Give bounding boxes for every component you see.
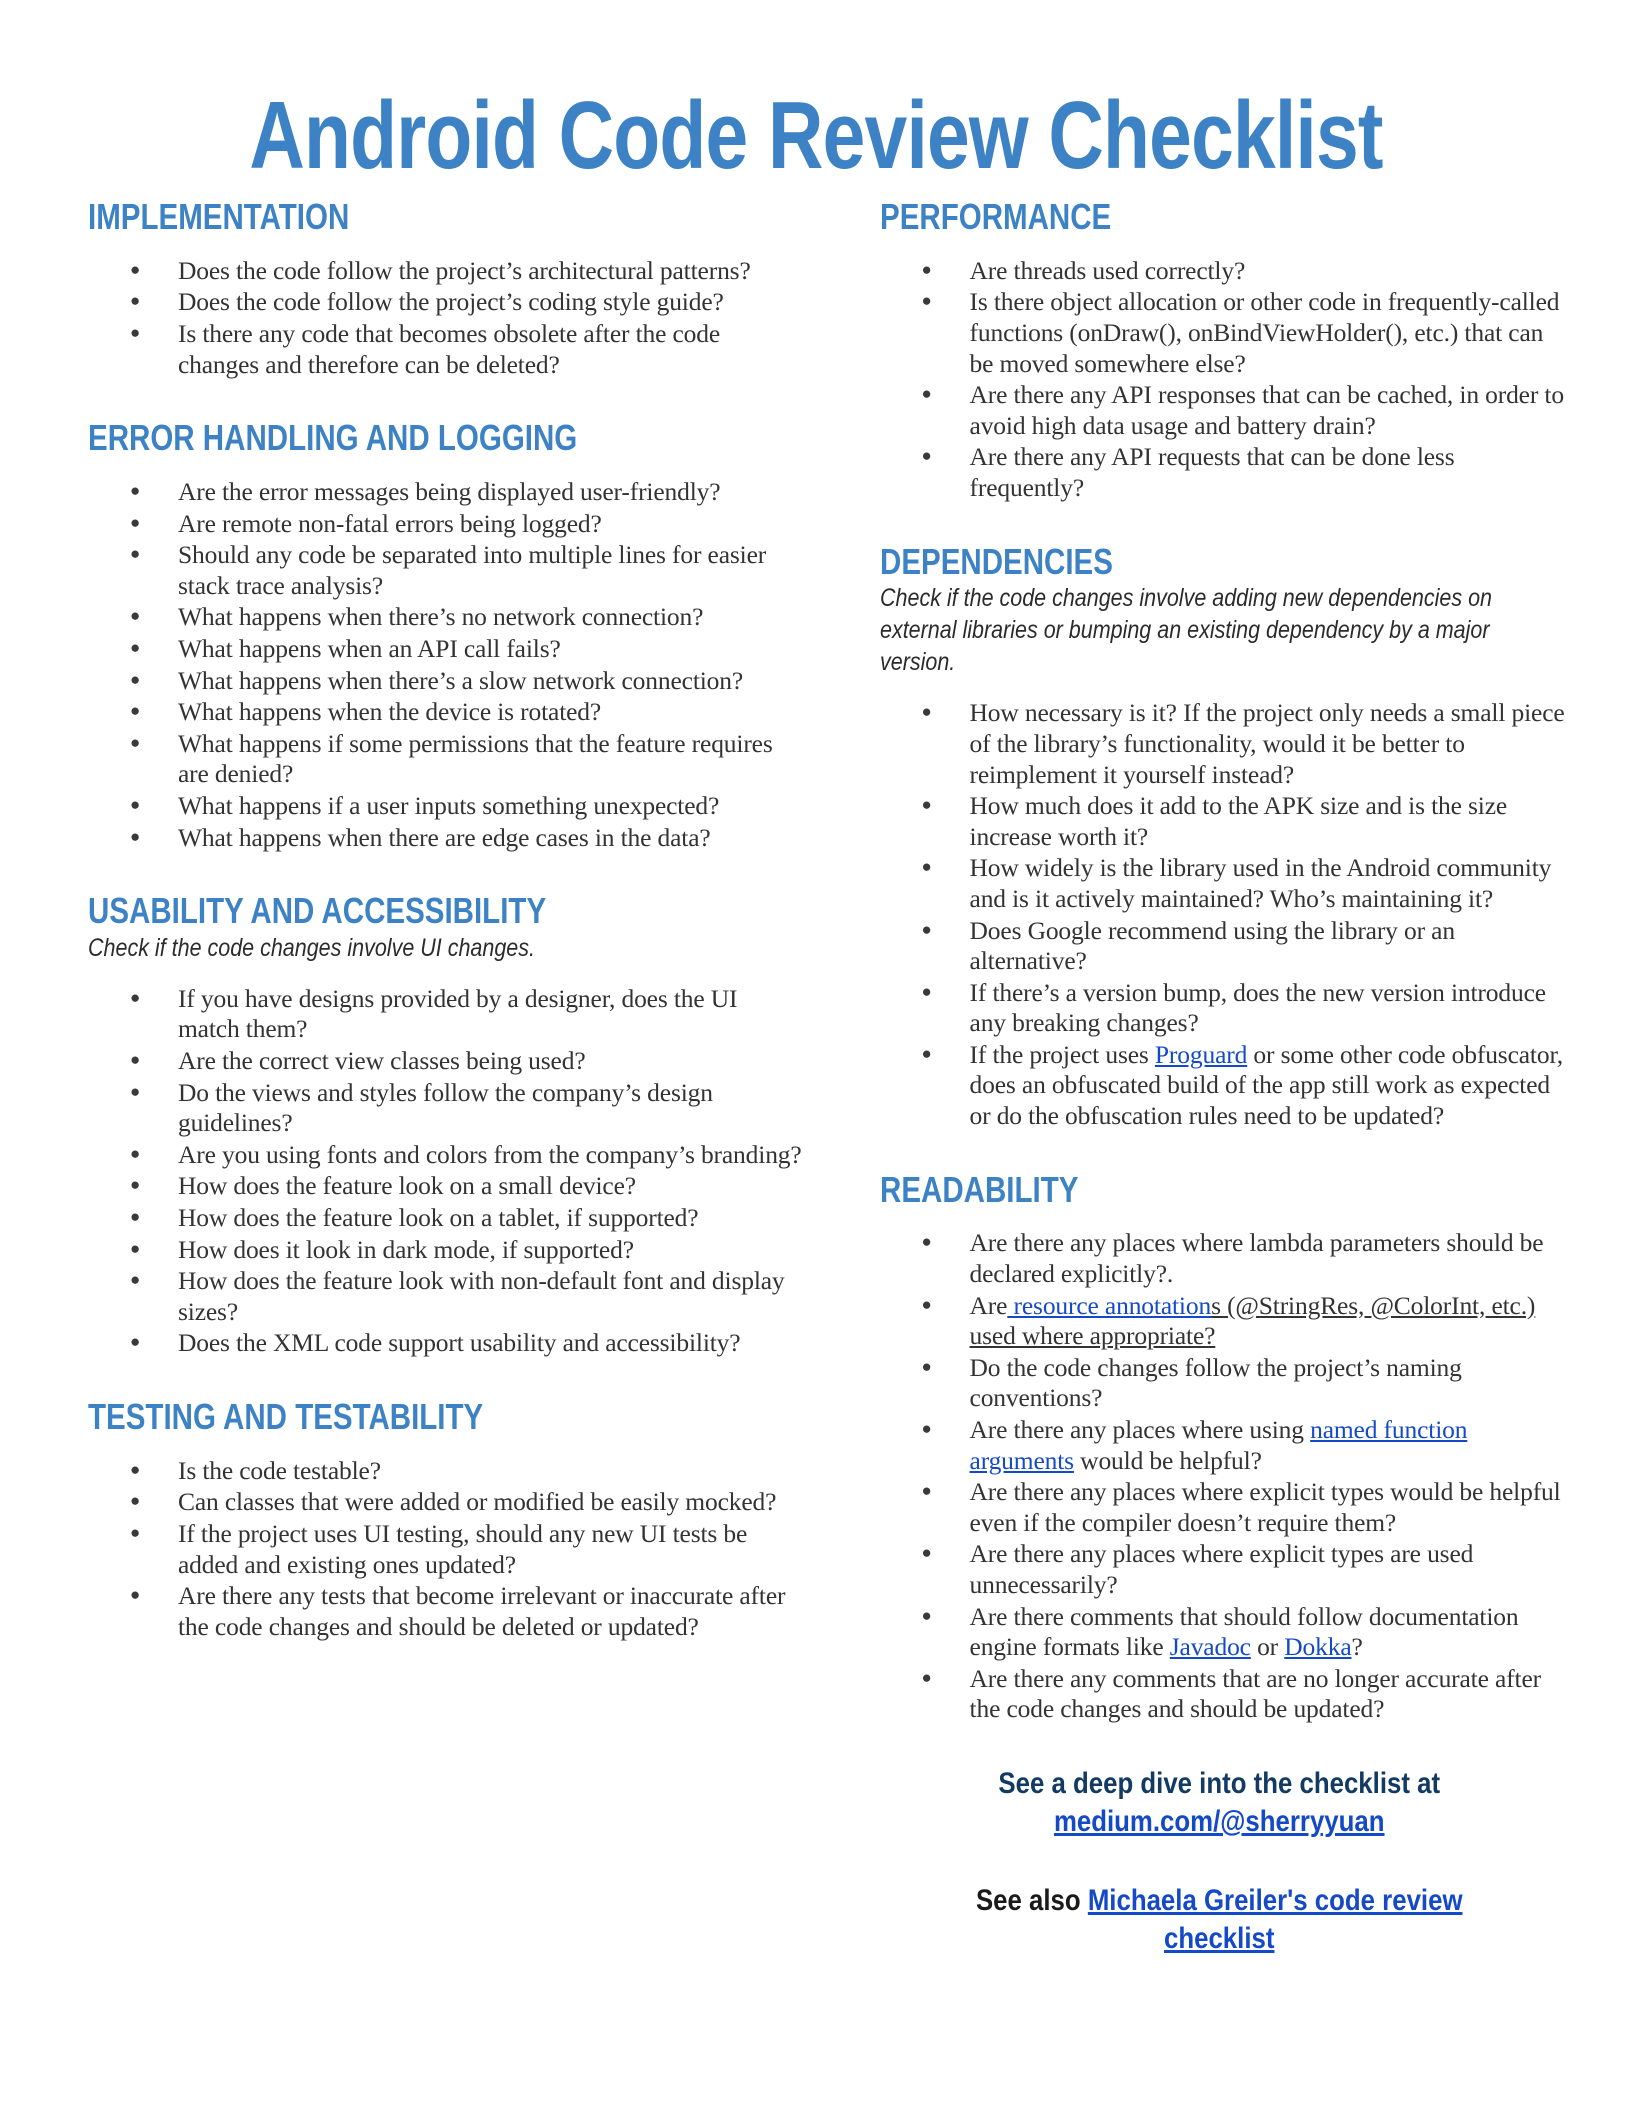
list-item: ● How widely is the library used in the Android community and is it actively maintained? Who’s maintaining it? [880, 853, 1568, 914]
text-before: If the project uses [969, 1039, 1155, 1069]
list-item: ● Are you using fonts and colors from the company’s branding? [88, 1140, 804, 1171]
list-item: ● How does it look in dark mode, if supported? [88, 1235, 804, 1266]
section-heading-testing-and-testability: TESTING AND TESTABILITY [88, 1396, 484, 1438]
footer-see-also-label: See also [975, 1883, 1088, 1917]
left-column [88, 198, 804, 1959]
list-item: ● What happens if a user inputs something unexpected? [88, 791, 804, 822]
javadoc-link[interactable]: Javadoc [1169, 1632, 1251, 1662]
list-item: ● Do the views and styles follow the company’s design guidelines? [88, 1078, 804, 1139]
checklist-dependencies [880, 698, 1568, 1131]
section-heading-implementation: IMPLEMENTATION [88, 196, 350, 237]
resource-annotations-link[interactable]: resource annotation [1007, 1290, 1212, 1320]
list-item [880, 1602, 1568, 1663]
list-item: ● Does the code follow the project’s architectural patterns? [88, 256, 804, 287]
section-subtitle-usability: Check if the code changes involve UI changes. [88, 933, 535, 962]
named-function-arguments-link[interactable]: named function arguments [969, 1415, 1468, 1475]
list-item: ● If the project uses UI testing, should any new UI tests be added and existing ones updated? [88, 1519, 804, 1580]
page-title: Android Code Review Checklist [249, 82, 1383, 189]
spacer [880, 1133, 1568, 1171]
spacer [880, 505, 1568, 543]
list-item: ● Are there any places where lambda parameters should be declared explicitly?. [880, 1228, 1568, 1289]
list-item: ● What happens when there are edge cases in the data? [88, 823, 804, 854]
section-heading-usability-and-accessibility: USABILITY AND ACCESSIBILITY [88, 890, 547, 932]
list-item [880, 1291, 1568, 1352]
text-after: would be helpful? [1073, 1445, 1262, 1475]
text-after: or some other code obfuscator, does an obfuscated build of the app still work as expected or do the obfuscation rules need to be updated? [969, 1039, 1563, 1131]
list-item: ● What happens when there’s a slow network connection? [88, 666, 804, 697]
text-after: s (@StringRes, @ColorInt, etc.) used where appropriate? [969, 1290, 1536, 1351]
list-item: ● Can classes that were added or modified be easily mocked? [88, 1487, 804, 1518]
dokka-link[interactable]: Dokka [1284, 1632, 1352, 1662]
spacer [88, 1360, 804, 1398]
list-item: ● Are the error messages being displayed user-friendly? [88, 477, 804, 508]
section-subtitle-dependencies: Check if the code changes involve adding new dependencies on external libraries or bumping an existing dependency by a major version. [879, 584, 1492, 677]
list-item: ● Are threads used correctly? [880, 256, 1568, 287]
proguard-link[interactable]: Proguard [1154, 1039, 1248, 1069]
list-item: ● How does the feature look on a small device? [88, 1171, 804, 1202]
list-item: ● Is there object allocation or other code in frequently-called functions (onDraw(), onBindViewHolder(), etc.) that can be moved somewhere else? [880, 287, 1568, 379]
spacer [88, 854, 804, 892]
section-heading-performance: PERFORMANCE [879, 196, 1111, 237]
checklist-implementation [88, 256, 804, 380]
list-item: ● What happens when the device is rotated? [88, 697, 804, 728]
text-after: ? [1351, 1632, 1363, 1662]
list-item: ● Are there any places where explicit types would be helpful even if the compiler doesn’t require them? [880, 1477, 1568, 1538]
list-item: ● Does the code follow the project’s coding style guide? [88, 287, 804, 318]
list-item [880, 1040, 1568, 1132]
section-heading-readability: READABILITY [879, 1168, 1078, 1210]
checklist-usability [88, 984, 804, 1359]
footer [880, 1765, 1568, 1959]
footer-deep-dive-label: See a deep dive into the checklist at [997, 1766, 1440, 1800]
checklist-error-handling [88, 477, 804, 853]
list-item: ● How does the feature look with non-default font and display sizes? [88, 1266, 804, 1327]
list-item: ● What happens when an API call fails? [88, 634, 804, 665]
checklist-testing [88, 1456, 804, 1643]
michaela-greiler-checklist-link[interactable]: Michaela Greiler's code review checklist [1087, 1883, 1463, 1956]
list-item: ● If there’s a version bump, does the new version introduce any breaking changes? [880, 978, 1568, 1039]
medium-profile-link[interactable]: medium.com/@sherryyuan [1053, 1805, 1385, 1839]
list-item: ● What happens if some permissions that the feature requires are denied? [88, 729, 804, 790]
list-item: ● Do the code changes follow the project’s naming conventions? [880, 1353, 1568, 1414]
section-heading-error-handling-and-logging: ERROR HANDLING AND LOGGING [88, 417, 578, 459]
right-column [852, 198, 1568, 1959]
list-item: ● Is the code testable? [88, 1456, 804, 1487]
footer-deep-dive-link-row [927, 1803, 1510, 1841]
spacer [88, 381, 804, 419]
list-item: ● Is there any code that becomes obsolete after the code changes and therefore can be deleted? [88, 319, 804, 380]
list-item: ● Are there any API requests that can be done less frequently? [880, 442, 1568, 503]
two-column-body [0, 198, 1632, 1959]
list-item: ● Are there any tests that become irrelevant or inaccurate after the code changes and should be deleted or updated? [88, 1581, 804, 1642]
list-item: ● Are there any comments that are no longer accurate after the code changes and should be updated? [880, 1664, 1568, 1725]
list-item: ● How does the feature look on a tablet, if supported? [88, 1203, 804, 1234]
footer-deep-dive [927, 1765, 1510, 1803]
text-before: Are there comments that should follow documentation engine formats like [969, 1601, 1519, 1662]
text-before: Are there any places where using [969, 1415, 1311, 1445]
list-item: ● How necessary is it? If the project only needs a small piece of the library’s functionality, would it be better to reimplement it yourself instead? [880, 698, 1568, 790]
footer-see-also [927, 1882, 1510, 1959]
list-item: ● Are there any places where explicit types are used unnecessarily? [880, 1539, 1568, 1600]
list-item: ● Are there any API responses that can be cached, in order to avoid high data usage and battery drain? [880, 380, 1568, 441]
list-item: ● Are the correct view classes being used? [88, 1046, 804, 1077]
list-item: ● Should any code be separated into multiple lines for easier stack trace analysis? [88, 540, 804, 601]
text-before: Are [969, 1290, 1008, 1320]
checklist-performance [880, 256, 1568, 504]
checklist-readability [880, 1228, 1568, 1725]
section-heading-dependencies: DEPENDENCIES [879, 540, 1113, 582]
list-item: ● Are remote non-fatal errors being logged? [88, 509, 804, 540]
list-item: ● Does the XML code support usability and accessibility? [88, 1328, 804, 1359]
list-item: ● Does Google recommend using the library or an alternative? [880, 916, 1568, 977]
list-item: ● What happens when there’s no network connection? [88, 602, 804, 633]
list-item [880, 1415, 1568, 1476]
list-item: ● How much does it add to the APK size and is the size increase worth it? [880, 791, 1568, 852]
text-mid: or [1250, 1632, 1285, 1662]
list-item: ● If you have designs provided by a designer, does the UI match them? [88, 984, 804, 1045]
